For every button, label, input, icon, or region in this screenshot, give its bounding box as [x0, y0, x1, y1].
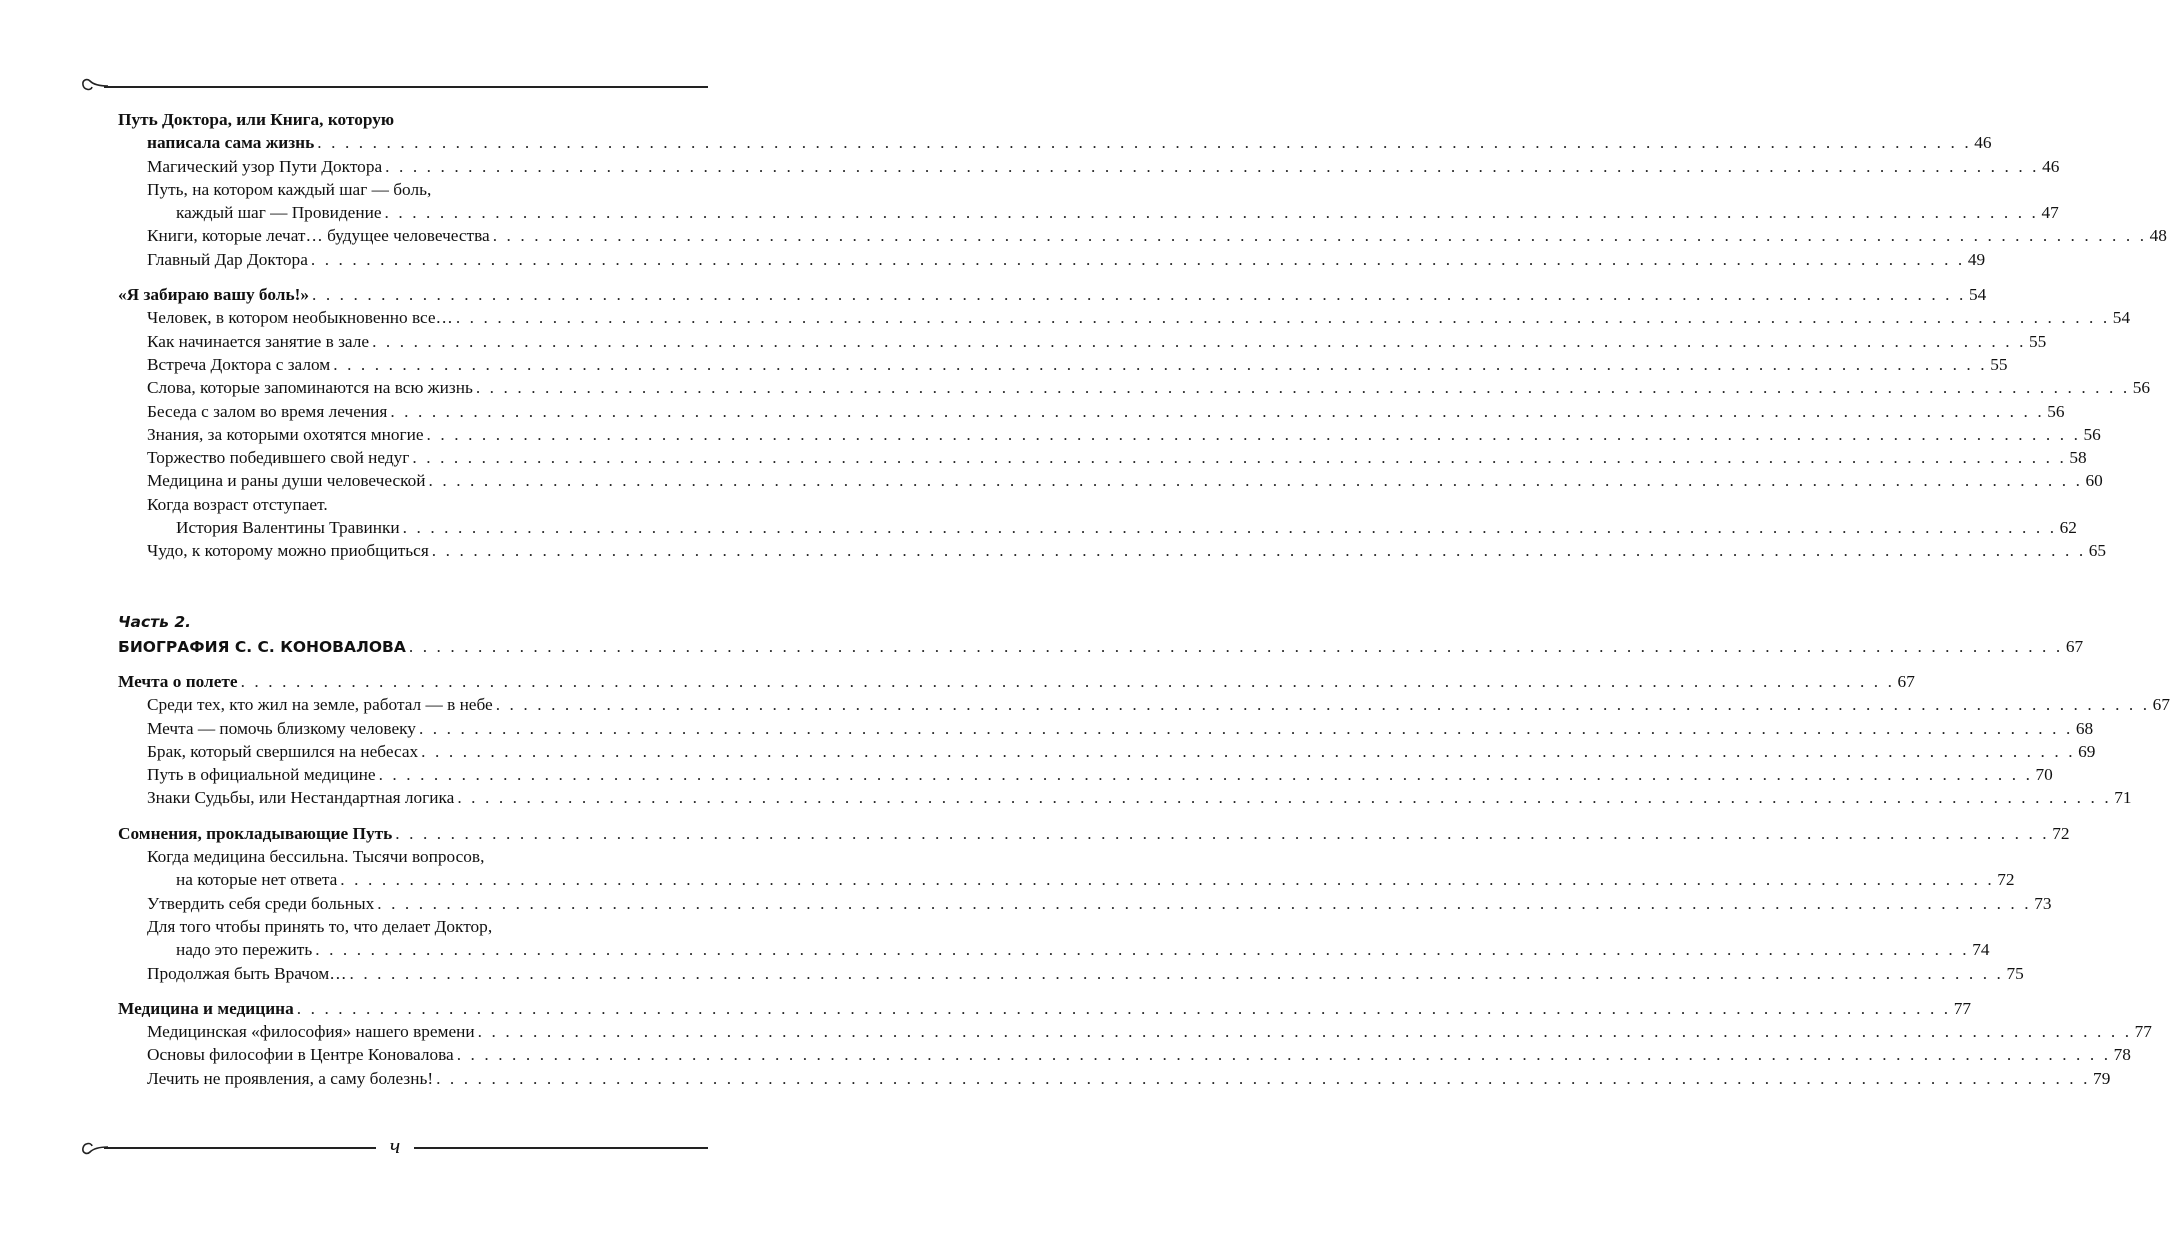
toc-entry-title: Знания, за которыми охотятся многие — [147, 424, 424, 444]
toc-spacer — [118, 985, 673, 997]
toc-leader-dots: . . . . . . . . . . . . . . . . . . . . . . . . . . . . . . . . . . . . . . . . . . . . . . . . . . . . . . . . . . . . . . . . . . . . . . . . . . . . . . . . . . . . . . . . . . . . . . . . . . . . . . . . . . . . . . . . . . . . . . . . — [377, 893, 2032, 913]
toc-leader-dots: . . . . . . . . . . . . . . . . . . . . . . . . . . . . . . . . . . . . . . . . . . . . . . . . . . . . . . . . . . . . . . . . . . . . . . . . . . . . . . . . . . . . . . . . . . . . . . . . . . . . . . . . . . . . . . . . . . . . . . . . — [378, 765, 2033, 785]
toc-entry-title: Торжество победившего свой недуг — [147, 448, 410, 468]
toc-spacer — [118, 271, 673, 283]
toc-entry[interactable] — [118, 376, 2151, 399]
toc-entry-title: Встреча Доктора с залом — [147, 354, 331, 374]
toc-entry-title: Главный Дар Доктора — [147, 249, 308, 269]
toc-entry[interactable] — [118, 717, 2094, 740]
toc-leader-dots: . . . . . . . . . . . . . . . . . . . . . . . . . . . . . . . . . . . . . . . . . . . . . . . . . . . . . . . . . . . . . . . . . . . . . . . . . . . . . . . . . . . . . . . . . . . . . . . . . . . . . . . . . . . . . . . . . . . . . . . . — [315, 940, 1970, 960]
toc-entry-title: Человек, в котором необыкновенно все… — [147, 308, 453, 328]
toc-leader-dots: . . . . . . . . . . . . . . . . . . . . . . . . . . . . . . . . . . . . . . . . . . . . . . . . . . . . . . . . . . . . . . . . . . . . . . . . . . . . . . . . . . . . . . . . . . . . . . . . . . . . . . . . . . . . . . . . . . . . . . . . — [455, 308, 2110, 328]
toc-page-number: 68 — [2075, 718, 2094, 738]
toc-entry[interactable] — [118, 306, 2131, 329]
toc-entry[interactable] — [118, 353, 2008, 376]
toc-page-number: 56 — [2132, 378, 2151, 398]
toc-leader-dots: . . . . . . . . . . . . . . . . . . . . . . . . . . . . . . . . . . . . . . . . . . . . . . . . . . . . . . . . . . . . . . . . . . . . . . . . . . . . . . . . . . . . . . . . . . . . . . . . . . . . . . . . . . . . . . . . . . . . . . . . — [431, 541, 2086, 561]
toc-page-number: 73 — [2034, 893, 2052, 913]
toc-entry-title: написала сама жизнь — [147, 133, 315, 153]
toc-page-number: 77 — [2134, 1022, 2152, 1042]
toc-leader-dots: . . . . . . . . . . . . . . . . . . . . . . . . . . . . . . . . . . . . . . . . . . . . . . . . . . . . . . . . . . . . . . . . . . . . . . . . . . . . . . . . . . . . . . . . . . . . . . . . . . . . . . . . . . . . . . . . . . . . . . . . — [385, 156, 2040, 176]
toc-page-number: 71 — [2114, 788, 2132, 808]
toc-entry-title: Слова, которые запоминаются на всю жизнь — [147, 378, 473, 398]
toc-leader-dots: . . . . . . . . . . . . . . . . . . . . . . . . . . . . . . . . . . . . . . . . . . . . . . . . . . . . . . . . . . . . . . . . . . . . . . . . . . . . . . . . . . . . . . . . . . . . . . . . . . . . . . . . . . . . . . . . . . . . . . . . — [412, 448, 2067, 468]
toc-leader-dots: . . . . . . . . . . . . . . . . . . . . . . . . . . . . . . . . . . . . . . . . . . . . . . . . . . . . . . . . . . . . . . . . . . . . . . . . . . . . . . . . . . . . . . . . . . . . . . . . . . . . . . . . . . . . . . . . . . . . . . . . — [311, 285, 1966, 305]
toc-entry-title: Продолжая быть Врачом… — [147, 963, 347, 983]
toc-entry-title: Среди тех, кто жил на земле, работал — в небе — [147, 695, 493, 715]
toc-page-number: 60 — [2085, 471, 2103, 491]
toc-page-number: 55 — [1990, 354, 2008, 374]
toc-page-number: 65 — [2088, 541, 2107, 561]
toc-entry-title: Как начинается занятие в зале — [147, 331, 370, 351]
toc-page-number: 78 — [2113, 1045, 2131, 1065]
toc-entry[interactable] — [118, 108, 673, 131]
toc-entry[interactable] — [118, 786, 2132, 809]
toc-entry-title: Путь, на котором каждый шаг — боль, — [147, 179, 432, 199]
toc-page-number: 56 — [2047, 401, 2065, 421]
toc-leader-dots: . . . . . . . . . . . . . . . . . . . . . . . . . . . . . . . . . . . . . . . . . . . . . . . . . . . . . . . . . . . . . . . . . . . . . . . . . . . . . . . . . . . . . . . . . . . . . . . . . . . . . . . . . . . . . . . . . . . . . . . . — [421, 741, 2076, 761]
toc-entry-title: Книги, которые лечат… будущее человечества — [147, 226, 490, 246]
toc-entry-title: Знаки Судьбы, или Нестандартная логика — [147, 788, 455, 808]
toc-entry[interactable] — [118, 155, 2060, 178]
toc-entry[interactable] — [118, 962, 2024, 985]
toc-entry[interactable] — [118, 469, 2103, 492]
toc-leader-dots: . . . . . . . . . . . . . . . . . . . . . . . . . . . . . . . . . . . . . . . . . . . . . . . . . . . . . . . . . . . . . . . . . . . . . . . . . . . . . . . . . . . . . . . . . . . . . . . . . . . . . . . . . . . . . . . . . . . . . . . . — [418, 718, 2073, 738]
toc-page-number: 55 — [2029, 331, 2047, 351]
toc-leader-dots: . . . . . . . . . . . . . . . . . . . . . . . . . . . . . . . . . . . . . . . . . . . . . . . . . . . . . . . . . . . . . . . . . . . . . . . . . . . . . . . . . . . . . . . . . . . . . . . . . . . . . . . . . . . . . . . . . . . . . . . . — [349, 963, 2004, 983]
toc-entry[interactable] — [118, 868, 2015, 891]
table-of-contents — [118, 108, 2170, 1090]
toc-entry[interactable] — [118, 516, 2077, 539]
toc-spacer — [118, 658, 673, 670]
toc-entry[interactable] — [118, 539, 2107, 562]
toc-leader-dots: . . . . . . . . . . . . . . . . . . . . . . . . . . . . . . . . . . . . . . . . . . . . . . . . . . . . . . . . . . . . . . . . . . . . . . . . . . . . . . . . . . . . . . . . . . . . . . . . . . . . . . . . . . . . . . . . . . . . . . . . — [426, 424, 2081, 444]
toc-leader-dots: . . . . . . . . . . . . . . . . . . . . . . . . . . . . . . . . . . . . . . . . . . . . . . . . . . . . . . . . . . . . . . . . . . . . . . . . . . . . . . . . . . . . . . . . . . . . . . . . . . . . . . . . . . . . . . . . . . . . . . . . — [457, 788, 2112, 808]
toc-leader-dots: . . . . . . . . . . . . . . . . . . . . . . . . . . . . . . . . . . . . . . . . . . . . . . . . . . . . . . . . . . . . . . . . . . . . . . . . . . . . . . . . . . . . . . . . . . . . . . . . . . . . . . . . . . . . . . . . . . . . . . . . — [395, 823, 2050, 843]
toc-leader-dots: . . . . . . . . . . . . . . . . . . . . . . . . . . . . . . . . . . . . . . . . . . . . . . . . . . . . . . . . . . . . . . . . . . . . . . . . . . . . . . . . . . . . . . . . . . . . . . . . . . . . . . . . . . . . . . . . . . . . . . . . — [475, 378, 2130, 398]
toc-entry[interactable] — [118, 224, 2167, 247]
toc-entry-title: Лечить не проявления, а саму болезнь! — [147, 1068, 434, 1088]
toc-leader-dots: . . . . . . . . . . . . . . . . . . . . . . . . . . . . . . . . . . . . . . . . . . . . . . . . . . . . . . . . . . . . . . . . . . . . . . . . . . . . . . . . . . . . . . . . . . . . . . . . . . . . . . . . . . . . . . . . . . . . . . . . — [408, 636, 2063, 656]
toc-page-number: 58 — [2069, 448, 2087, 468]
toc-entry-title: История Валентины Травинки — [176, 518, 400, 538]
toc-entry-title: «Я забираю вашу боль!» — [118, 285, 309, 305]
toc-page-number: 56 — [2083, 424, 2101, 444]
toc-page-number: 67 — [1897, 671, 1915, 691]
toc-entry-title: Путь Доктора, или Книга, которую — [118, 110, 395, 129]
toc-page-number: 54 — [1968, 285, 1987, 305]
toc-entry-title: Основы философии в Центре Коновалова — [147, 1045, 454, 1065]
toc-page-number: 48 — [2149, 226, 2167, 246]
toc-spacer — [118, 810, 673, 822]
toc-page-number: 69 — [2078, 741, 2096, 761]
toc-entry[interactable] — [118, 1020, 2152, 1043]
toc-entry[interactable] — [118, 283, 1987, 306]
toc-leader-dots: . . . . . . . . . . . . . . . . . . . . . . . . . . . . . . . . . . . . . . . . . . . . . . . . . . . . . . . . . . . . . . . . . . . . . . . . . . . . . . . . . . . . . . . . . . . . . . . . . . . . . . . . . . . . . . . . . . . . . . . . — [402, 518, 2057, 538]
toc-entry[interactable] — [118, 845, 673, 868]
toc-entry[interactable] — [118, 763, 2053, 786]
toc-entry-title: Утвердить себя среди больных — [147, 893, 375, 913]
toc-page-number: 79 — [2093, 1068, 2111, 1088]
toc-entry-title: Мечта — помочь близкому человеку — [147, 718, 416, 738]
top-rule — [104, 86, 708, 88]
toc-leader-dots: . . . . . . . . . . . . . . . . . . . . . . . . . . . . . . . . . . . . . . . . . . . . . . . . . . . . . . . . . . . . . . . . . . . . . . . . . . . . . . . . . . . . . . . . . . . . . . . . . . . . . . . . . . . . . . . . . . . . . . . . — [492, 226, 2147, 246]
toc-page-number: 67 — [2152, 695, 2170, 715]
toc-entry[interactable] — [118, 493, 673, 516]
toc-leader-dots: . . . . . . . . . . . . . . . . . . . . . . . . . . . . . . . . . . . . . . . . . . . . . . . . . . . . . . . . . . . . . . . . . . . . . . . . . . . . . . . . . . . . . . . . . . . . . . . . . . . . . . . . . . . . . . . . . . . . . . . . — [333, 354, 1988, 374]
toc-entry-title: Когда медицина бессильна. Тысячи вопросов, — [147, 847, 485, 867]
toc-leader-dots: . . . . . . . . . . . . . . . . . . . . . . . . . . . . . . . . . . . . . . . . . . . . . . . . . . . . . . . . . . . . . . . . . . . . . . . . . . . . . . . . . . . . . . . . . . . . . . . . . . . . . . . . . . . . . . . . . . . . . . . . — [477, 1022, 2132, 1042]
toc-entry[interactable] — [118, 670, 1915, 693]
toc-entry[interactable] — [118, 915, 673, 938]
toc-entry-title: Чудо, к которому можно приобщиться — [147, 541, 429, 561]
toc-entry[interactable] — [118, 423, 2101, 446]
toc-entry[interactable] — [118, 740, 2096, 763]
toc-page-number: 62 — [2059, 518, 2077, 538]
toc-entry-title: Сомнения, прокладывающие Путь — [118, 823, 393, 843]
toc-entry-title: Мечта о полете — [118, 671, 238, 691]
toc-page-number: 47 — [2041, 203, 2059, 223]
toc-page-number: 46 — [1974, 133, 1992, 153]
toc-spacer — [118, 563, 673, 609]
toc-page-number: 49 — [1967, 249, 1986, 269]
toc-entry-title: Медицинская «философия» нашего времени — [147, 1022, 475, 1042]
toc-entry[interactable] — [118, 938, 1990, 961]
toc-entry[interactable] — [118, 201, 2059, 224]
part-label: Часть 2. — [118, 612, 192, 631]
toc-entry-title: Когда возраст отступает. — [147, 494, 328, 514]
page-number: ч — [389, 1133, 401, 1158]
toc-entry-title: каждый шаг — Провидение — [176, 203, 382, 223]
toc-page-number: 72 — [2052, 823, 2070, 843]
toc-page-number: 72 — [1997, 870, 2015, 890]
toc-leader-dots: . . . . . . . . . . . . . . . . . . . . . . . . . . . . . . . . . . . . . . . . . . . . . . . . . . . . . . . . . . . . . . . . . . . . . . . . . . . . . . . . . . . . . . . . . . . . . . . . . . . . . . . . . . . . . . . . . . . . . . . . — [372, 331, 2027, 351]
toc-entry[interactable] — [118, 1043, 2131, 1066]
toc-entry[interactable] — [118, 248, 1986, 271]
toc-page-number: 54 — [2112, 308, 2131, 328]
toc-entry[interactable] — [118, 822, 2070, 845]
toc-entry-title: Путь в официальной медицине — [147, 765, 376, 785]
toc-page-number: 46 — [2042, 156, 2060, 176]
toc-page-number: 67 — [2065, 636, 2084, 656]
toc-entry-title: Брак, который свершился на небесах — [147, 741, 419, 761]
toc-entry-title: Для того чтобы принять то, что делает Доктор, — [147, 916, 493, 936]
toc-leader-dots: . . . . . . . . . . . . . . . . . . . . . . . . . . . . . . . . . . . . . . . . . . . . . . . . . . . . . . . . . . . . . . . . . . . . . . . . . . . . . . . . . . . . . . . . . . . . . . . . . . . . . . . . . . . . . . . . . . . . . . . . — [296, 998, 1951, 1018]
toc-leader-dots: . . . . . . . . . . . . . . . . . . . . . . . . . . . . . . . . . . . . . . . . . . . . . . . . . . . . . . . . . . . . . . . . . . . . . . . . . . . . . . . . . . . . . . . . . . . . . . . . . . . . . . . . . . . . . . . . . . . . . . . . — [436, 1068, 2091, 1088]
toc-entry-title: БИОГРАФИЯ С. С. КОНОВАЛОВА — [118, 637, 406, 656]
toc-leader-dots: . . . . . . . . . . . . . . . . . . . . . . . . . . . . . . . . . . . . . . . . . . . . . . . . . . . . . . . . . . . . . . . . . . . . . . . . . . . . . . . . . . . . . . . . . . . . . . . . . . . . . . . . . . . . . . . . . . . . . . . . — [317, 133, 1972, 153]
toc-entry-title: Магический узор Пути Доктора — [147, 156, 383, 176]
toc-entry[interactable] — [118, 400, 2065, 423]
toc-page-number: 75 — [2006, 963, 2024, 983]
toc-entry[interactable] — [118, 178, 673, 201]
toc-entry[interactable] — [118, 892, 2052, 915]
toc-entry[interactable] — [118, 693, 2170, 716]
toc-entry-title: Медицина и медицина — [118, 998, 294, 1018]
toc-entry[interactable] — [118, 997, 1971, 1020]
bottom-rule-right — [414, 1147, 708, 1149]
toc-leader-dots: . . . . . . . . . . . . . . . . . . . . . . . . . . . . . . . . . . . . . . . . . . . . . . . . . . . . . . . . . . . . . . . . . . . . . . . . . . . . . . . . . . . . . . . . . . . . . . . . . . . . . . . . . . . . . . . . . . . . . . . . — [495, 695, 2150, 715]
toc-entry-title: Медицина и раны души человеческой — [147, 471, 426, 491]
toc-page-number: 77 — [1953, 998, 1971, 1018]
toc-entry[interactable] — [118, 446, 2087, 469]
toc-entry-title: надо это пережить — [176, 940, 313, 960]
toc-leader-dots: . . . . . . . . . . . . . . . . . . . . . . . . . . . . . . . . . . . . . . . . . . . . . . . . . . . . . . . . . . . . . . . . . . . . . . . . . . . . . . . . . . . . . . . . . . . . . . . . . . . . . . . . . . . . . . . . . . . . . . . . — [456, 1045, 2111, 1065]
bottom-rule-left — [104, 1147, 376, 1149]
toc-leader-dots: . . . . . . . . . . . . . . . . . . . . . . . . . . . . . . . . . . . . . . . . . . . . . . . . . . . . . . . . . . . . . . . . . . . . . . . . . . . . . . . . . . . . . . . . . . . . . . . . . . . . . . . . . . . . . . . . . . . . . . . . — [340, 870, 1995, 890]
toc-leader-dots: . . . . . . . . . . . . . . . . . . . . . . . . . . . . . . . . . . . . . . . . . . . . . . . . . . . . . . . . . . . . . . . . . . . . . . . . . . . . . . . . . . . . . . . . . . . . . . . . . . . . . . . . . . . . . . . . . . . . . . . . — [428, 471, 2083, 491]
toc-entry[interactable] — [118, 1067, 2111, 1090]
toc-page-number: 74 — [1972, 940, 1990, 960]
toc-leader-dots: . . . . . . . . . . . . . . . . . . . . . . . . . . . . . . . . . . . . . . . . . . . . . . . . . . . . . . . . . . . . . . . . . . . . . . . . . . . . . . . . . . . . . . . . . . . . . . . . . . . . . . . . . . . . . . . . . . . . . . . . — [310, 249, 1965, 269]
toc-entry[interactable] — [118, 330, 2047, 353]
toc-entry-title: на которые нет ответа — [176, 870, 338, 890]
toc-leader-dots: . . . . . . . . . . . . . . . . . . . . . . . . . . . . . . . . . . . . . . . . . . . . . . . . . . . . . . . . . . . . . . . . . . . . . . . . . . . . . . . . . . . . . . . . . . . . . . . . . . . . . . . . . . . . . . . . . . . . . . . . — [240, 671, 1895, 691]
toc-leader-dots: . . . . . . . . . . . . . . . . . . . . . . . . . . . . . . . . . . . . . . . . . . . . . . . . . . . . . . . . . . . . . . . . . . . . . . . . . . . . . . . . . . . . . . . . . . . . . . . . . . . . . . . . . . . . . . . . . . . . . . . . — [390, 401, 2045, 421]
toc-entry-title: Беседа с залом во время лечения — [147, 401, 388, 421]
toc-leader-dots: . . . . . . . . . . . . . . . . . . . . . . . . . . . . . . . . . . . . . . . . . . . . . . . . . . . . . . . . . . . . . . . . . . . . . . . . . . . . . . . . . . . . . . . . . . . . . . . . . . . . . . . . . . . . . . . . . . . . . . . . — [384, 203, 2039, 223]
toc-page-number: 70 — [2035, 765, 2053, 785]
toc-entry[interactable] — [118, 131, 1992, 154]
toc-entry[interactable] — [118, 635, 2084, 658]
